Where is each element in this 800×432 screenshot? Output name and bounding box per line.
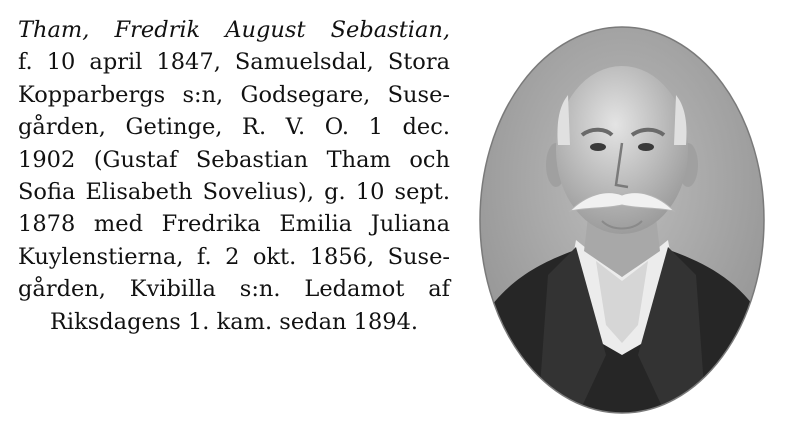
- portrait-illustration: [478, 25, 766, 415]
- entry-line: gården, Getinge, R. V. O. 1 dec.: [18, 114, 450, 141]
- biography-entry: [18, 14, 450, 338]
- entry-line: f. 10 april 1847, Samuelsdal, Stora: [18, 49, 450, 76]
- entry-line: Riksdagens 1. kam. sedan 1894.: [49, 308, 419, 335]
- entry-line: 1878 med Fredrika Emilia Juliana: [18, 211, 450, 238]
- entry-line: Sofia Elisabeth Sovelius), g. 10 sept.: [18, 179, 450, 206]
- entry-name: Tham, Fredrik August Sebastian,: [18, 17, 450, 43]
- portrait-photo: [478, 25, 766, 415]
- entry-line: Kopparbergs s:n, Godsegare, Suse-: [18, 81, 450, 108]
- entry-line: Kuylenstierna, f. 2 okt. 1856, Suse-: [18, 243, 450, 270]
- entry-line: 1902 (Gustaf Sebastian Tham och: [18, 146, 450, 173]
- entry-line: gården, Kvibilla s:n. Ledamot af: [18, 276, 450, 303]
